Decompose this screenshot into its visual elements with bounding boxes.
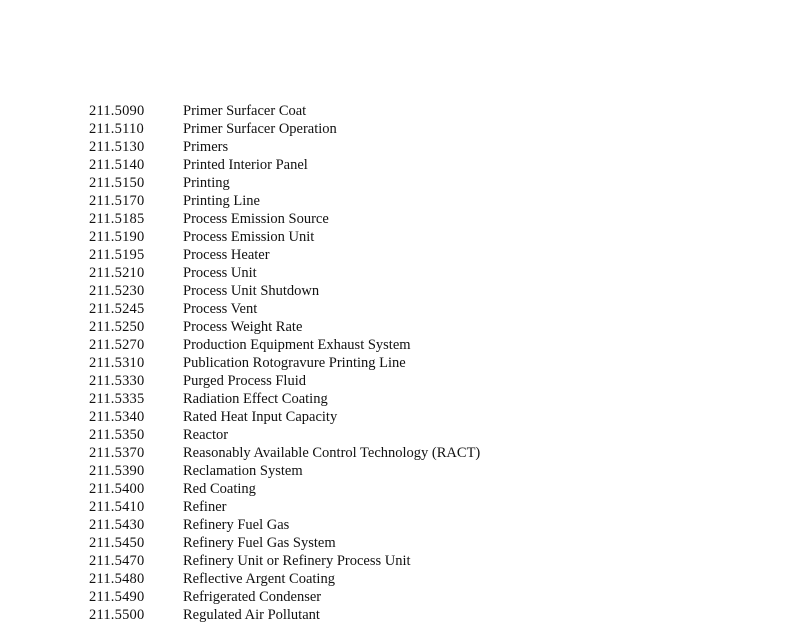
section-number: 211.5340 xyxy=(89,409,145,425)
section-number: 211.5170 xyxy=(89,193,145,209)
section-number: 211.5450 xyxy=(89,535,145,551)
defined-term: Process Unit Shutdown xyxy=(183,283,320,299)
definition-row xyxy=(89,156,480,174)
definition-row xyxy=(89,318,480,336)
defined-term: Reflective Argent Coating xyxy=(183,571,335,587)
section-number: 211.5195 xyxy=(89,247,145,263)
defined-term: Red Coating xyxy=(183,481,256,497)
definition-row xyxy=(89,570,480,588)
defined-term: Printing xyxy=(183,175,230,191)
defined-term: Process Unit xyxy=(183,265,257,281)
section-number: 211.5245 xyxy=(89,301,145,317)
section-number: 211.5270 xyxy=(89,337,145,353)
section-number: 211.5110 xyxy=(89,121,144,137)
defined-term: Refinery Fuel Gas System xyxy=(183,535,336,551)
defined-term: Primer Surfacer Coat xyxy=(183,103,307,119)
defined-term: Purged Process Fluid xyxy=(183,373,306,389)
definition-row xyxy=(89,174,480,192)
definition-row xyxy=(89,516,480,534)
section-number: 211.5330 xyxy=(89,373,145,389)
section-number: 211.5090 xyxy=(89,103,145,119)
section-number: 211.5370 xyxy=(89,445,145,461)
defined-term: Refrigerated Condenser xyxy=(183,589,322,605)
defined-term: Printed Interior Panel xyxy=(183,157,308,173)
definitions-list xyxy=(89,102,480,624)
definition-row xyxy=(89,264,480,282)
definition-row xyxy=(89,192,480,210)
definition-row xyxy=(89,336,480,354)
defined-term: Process Weight Rate xyxy=(183,319,303,335)
section-number: 211.5400 xyxy=(89,481,145,497)
section-number: 211.5310 xyxy=(89,355,145,371)
section-number: 211.5185 xyxy=(89,211,145,227)
definition-row xyxy=(89,534,480,552)
definition-row xyxy=(89,462,480,480)
section-number: 211.5350 xyxy=(89,427,145,443)
defined-term: Production Equipment Exhaust System xyxy=(183,337,411,353)
definition-row xyxy=(89,498,480,516)
definition-row xyxy=(89,426,480,444)
defined-term: Refinery Fuel Gas xyxy=(183,517,290,533)
defined-term: Reasonably Available Control Technology (RACT) xyxy=(183,445,481,461)
section-number: 211.5140 xyxy=(89,157,145,173)
section-number: 211.5390 xyxy=(89,463,145,479)
section-number: 211.5250 xyxy=(89,319,145,335)
definition-row xyxy=(89,588,480,606)
section-number: 211.5150 xyxy=(89,175,145,191)
section-number: 211.5335 xyxy=(89,391,145,407)
section-number: 211.5210 xyxy=(89,265,145,281)
defined-term: Process Emission Source xyxy=(183,211,329,227)
definition-row xyxy=(89,300,480,318)
section-number: 211.5190 xyxy=(89,229,145,245)
definition-row xyxy=(89,210,480,228)
defined-term: Reactor xyxy=(183,427,229,443)
definition-row xyxy=(89,228,480,246)
definition-row xyxy=(89,390,480,408)
section-number: 211.5490 xyxy=(89,589,145,605)
defined-term: Primer Surfacer Operation xyxy=(183,121,337,137)
definition-row xyxy=(89,606,480,624)
definition-row xyxy=(89,480,480,498)
section-number: 211.5470 xyxy=(89,553,145,569)
section-number: 211.5410 xyxy=(89,499,145,515)
definition-row xyxy=(89,282,480,300)
definition-row xyxy=(89,354,480,372)
section-number: 211.5500 xyxy=(89,607,145,623)
definition-row xyxy=(89,372,480,390)
section-number: 211.5230 xyxy=(89,283,145,299)
defined-term: Process Emission Unit xyxy=(183,229,315,245)
defined-term: Printing Line xyxy=(183,193,260,209)
defined-term: Rated Heat Input Capacity xyxy=(183,409,338,425)
defined-term: Refiner xyxy=(183,499,227,515)
defined-term: Regulated Air Pollutant xyxy=(183,607,320,623)
definition-row xyxy=(89,246,480,264)
definition-row xyxy=(89,552,480,570)
definition-row xyxy=(89,102,480,120)
defined-term: Publication Rotogravure Printing Line xyxy=(183,355,406,371)
defined-term: Radiation Effect Coating xyxy=(183,391,328,407)
defined-term: Refinery Unit or Refinery Process Unit xyxy=(183,553,411,569)
definition-row xyxy=(89,408,480,426)
section-number: 211.5130 xyxy=(89,139,145,155)
section-number: 211.5430 xyxy=(89,517,145,533)
definition-row xyxy=(89,444,480,462)
defined-term: Process Vent xyxy=(183,301,258,317)
section-number: 211.5480 xyxy=(89,571,145,587)
defined-term: Primers xyxy=(183,139,229,155)
defined-term: Reclamation System xyxy=(183,463,303,479)
definition-row xyxy=(89,138,480,156)
defined-term: Process Heater xyxy=(183,247,270,263)
definition-row xyxy=(89,120,480,138)
